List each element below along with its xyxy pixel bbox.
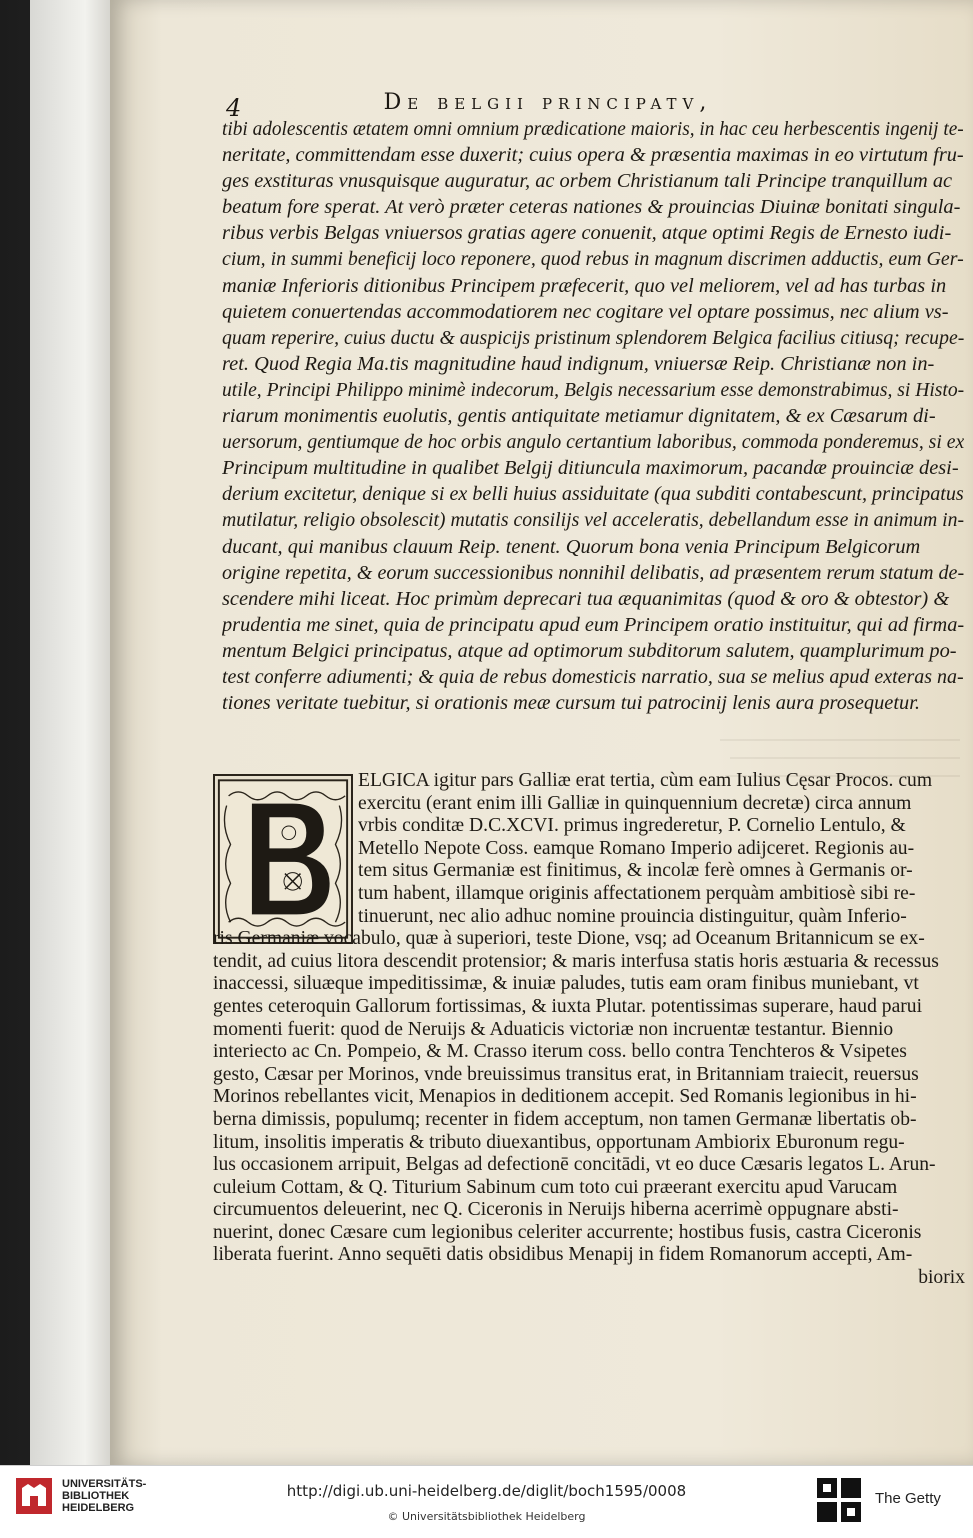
roman-text-line: liberata fuerint. Anno sequēti datis obsidibus Menapij in fidem Romanorum accepti, Am-	[213, 1244, 913, 1266]
viewer-footer	[0, 1465, 973, 1538]
roman-text-line: Morinos rebellantes vicit, Menapios in deditionem accepit. Sed Romanis legionibus in hi-	[213, 1086, 917, 1108]
roman-text-line: tum habent, illamque originis affectationem perquàm ambitiosè sibi re-	[358, 882, 916, 904]
italic-text-line: tiones veritate tuebitur, si orationis meæ cursum tui patrocinij lenis aura prosequetur.	[222, 692, 920, 715]
italic-text-line: beatum fore sperat. At verò præter ceteras nationes & prouincias Diuinæ bonitati singula-	[222, 196, 961, 219]
italic-text-line: utile, Principi Philippo minimè indecorum, Belgis necessarium esse demonstrabimus, si Histo-	[222, 378, 964, 401]
italic-text-line: origine repetita, & eorum successionibus nonnihil delibatis, ad præsentem rerum statum de-	[222, 561, 964, 584]
roman-paragraph	[213, 770, 965, 1290]
italic-text-line: ret. Quod Regia Ma.tis magnitudine haud indignum, vniuersæ Reip. Christianæ non in-	[222, 352, 935, 375]
italic-text-line: cium, in summi beneficij loco reponere, quod rebus in magnum discrimen adductis, eum Ger-	[222, 248, 964, 271]
roman-text-line: culeium Cottam, & Q. Titurium Sabinum cum toto cui præerant exercitu apud Varucam	[213, 1176, 898, 1198]
roman-text-line: vrbis conditæ D.C.XCVI. primus ingrederetur, P. Cornelio Lentulo, &	[358, 815, 906, 837]
italic-text-line: mutilatur, religio obsolescit) mutatis consilijs vel acceleratis, debellandum esse in animum in-	[222, 509, 964, 532]
italic-paragraph	[222, 116, 964, 716]
roman-text-line: tem situs Germaniæ est finitimus, & incolæ ferè omnes à Germanis or-	[358, 860, 913, 882]
roman-text-line: momenti fuerit: quod de Neruijs & Aduaticis victoriæ non incruentæ testantur. Biennio	[213, 1018, 894, 1040]
permalink-url[interactable]: http://digi.ub.uni-heidelberg.de/diglit/boch1595/0008	[286, 1482, 687, 1500]
roman-text-line: biorix	[918, 1267, 965, 1289]
italic-text-line: maniæ Inferioris ditionibus Principem præfecerit, quo vel meliorem, vel ad has turbas in	[222, 274, 947, 297]
italic-text-line: riarum monimentis euolutis, gentis antiquitate metiamur dignitatem, & ex Cæsarum di-	[222, 405, 936, 428]
roman-text-line: Metello Nepote Coss. eamque Romano Imperio adijceret. Regionis au-	[358, 837, 915, 859]
university-name-line: HEIDELBERG	[62, 1502, 135, 1514]
italic-text-line: quam reperire, cuius ductu & auspicijs pristinum splendorem Belgica facilius citiusq; recupe-	[222, 326, 964, 349]
italic-text-line: test conferre adiumenti; & quia de rebus domesticis narratio, sua se melius apud exteras na-	[222, 665, 964, 688]
roman-text-line: inaccessi, siluæque impeditissimæ, & inuiæ paludes, tutis eam oram finibus muniebant, vt	[213, 973, 919, 995]
italic-text-line: prudentia me sinet, quia de principatu apud eum Principem oratio instituitur, qui ad firma-	[222, 613, 964, 636]
roman-text-line: nuerint, donec Cæsare cum legionibus celeriter accurrente; hostibus fusis, castra Ciceronis	[213, 1221, 922, 1243]
italic-text-line: scendere mihi liceat. Hoc primùm deprecari tua æquanimitas (quod & oro & obtestor) &	[222, 587, 950, 610]
roman-text-line: circumuentos deleuerint, nec Q. Ciceronis in Neruijs hiberna acerrimè oppugnare absti-	[213, 1199, 899, 1221]
getty-logo-icon[interactable]	[815, 1476, 863, 1524]
roman-text-line: ELGICA igitur pars Galliæ erat tertia, cùm eam Iulius Cęsar Procos. cum	[358, 770, 933, 791]
italic-text-line: quietem conuertendas accommodatiorem nec cogitare vel optare possimus, nec alium vs-	[222, 300, 949, 323]
roman-text-line: interiecto ac Cn. Pompeio, & M. Crasso iterum coss. bello contra Tenchteros & Vsipetes	[213, 1041, 907, 1063]
page-number: 4	[226, 94, 242, 122]
roman-text-line: gesto, Cæsar per Morinos, vnde breuissimus transitus erat, in Britanniam traiecit, reuersus	[213, 1063, 919, 1085]
getty-name: The Getty	[875, 1490, 941, 1507]
university-name-line: UNIVERSITÄTS-	[62, 1478, 147, 1490]
running-head: De belgii principatv,	[383, 90, 713, 115]
italic-text-line: Principum multitudine in qualibet Belgij ditiuncula maximorum, pacandæ prouinciæ desi-	[222, 457, 959, 480]
roman-text-line: litum, insolitis imperatis & tributo diuexantibus, opportunam Ambiorix Eburonum regu-	[213, 1131, 905, 1153]
roman-text-line: exercitu (erant enim illi Galliæ in quinquennium decretæ) circa annum	[358, 792, 912, 814]
italic-text-line: ducant, qui manibus clauum Reip. tenent. Quorum bona venia Principum Belgicorum	[222, 535, 921, 558]
copyright-notice: © Universitätsbibliothek Heidelberg	[387, 1510, 586, 1523]
italic-text-line: mentum Belgici principatus, atque ad optimorum subditorum salutem, quamplurimum po-	[222, 639, 957, 662]
roman-text-line: berna dimissis, populumq; recenter in fidem acceptum, non tamen Germanæ libertatis ob-	[213, 1108, 917, 1130]
italic-text-line: ges exstituras vnusquisque auguratur, ac orbem Christianum tali Principe tranquillum ac	[222, 170, 953, 193]
italic-text-line: tibi adolescentis ætatem omni omnium prædicatione maioris, in hac ceu herbescentis ingenij te-	[222, 118, 964, 140]
roman-text-line: lus occasionem arripuit, Belgas ad defectionē concitādi, vt eo duce Cæsaris legatos L. Arun-	[213, 1154, 936, 1176]
roman-text-line: gentes ceteroquin Gallorum fortissimas, & iuxta Plutar. potentissimas superare, haud parui	[213, 995, 923, 1017]
roman-text-line: tinuerunt, nec alio adhuc nomine prouincia distinguitur, quàm Inferio-	[358, 905, 907, 927]
roman-text-line: ris Germaniæ vocabulo, quæ à superiori, teste Dione, vsq; ad Oceanum Britannicum se ex-	[213, 928, 925, 950]
italic-text-line: neritate, committendam esse duxerit; cuius opera & præsentia maximas in eo virtutum fru-	[222, 144, 964, 167]
italic-text-line: derium excitetur, denique si ex belli huius assiduitate (qua subditi contabescunt, principatus	[222, 483, 964, 506]
italic-text-line: uersorum, gentiumque de hoc orbis angulo certantium laboribus, commoda ponderemus, si ex	[222, 431, 964, 454]
university-name-line: BIBLIOTHEK	[62, 1490, 130, 1502]
roman-text-line: tendit, ad cuius litora descendit protensior; & maris interfusa statis horis æstuaria & recessus	[213, 950, 939, 972]
italic-text-line: ribus verbis Belgas vniuersos gratias agere conuenit, atque optimi Regis de Ernesto iudi-	[222, 222, 952, 245]
